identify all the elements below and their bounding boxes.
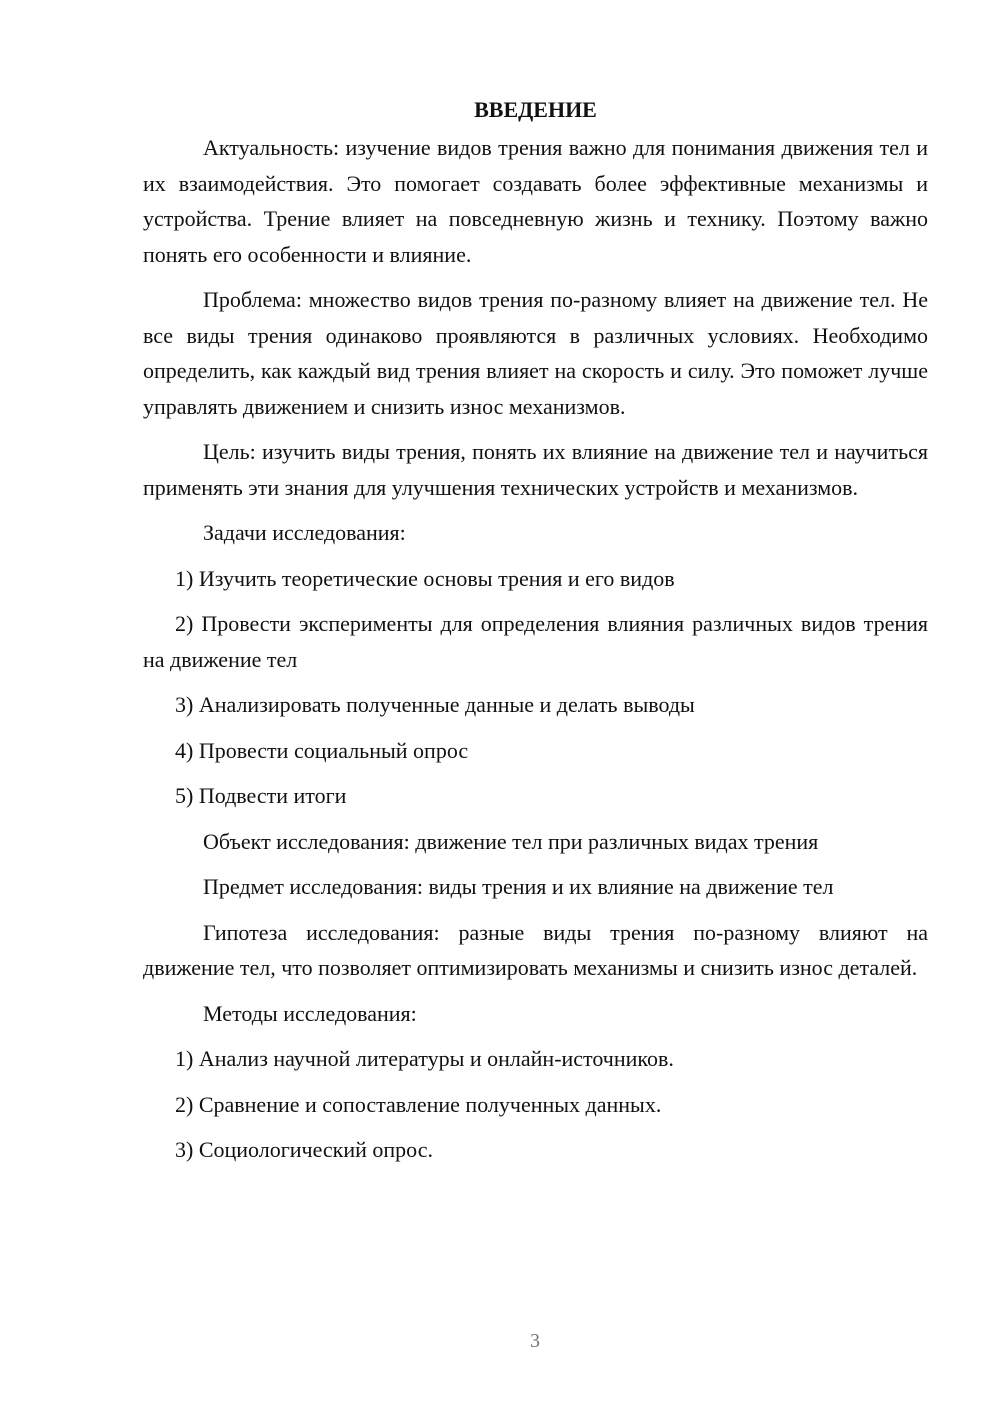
task-item: 1) Изучить теоретические основы трения и его видов [175,565,675,591]
tasks-label: Задачи исследования: [203,520,406,545]
section-heading: ВВЕДЕНИЕ [474,97,597,122]
method-item: 1) Анализ научной литературы и онлайн-источников. [175,1046,674,1071]
paragraph-subject: Предмет исследования: виды трения и их влияние на движение тел [203,874,834,899]
task-item: 5) Подвести итоги [175,783,347,808]
task-item: 2) Провести эксперименты для определения влияния различных видов трения на движение тел [143,611,928,672]
task-item: 4) Провести социальный опрос [175,737,469,763]
paragraph-hypothesis: Гипотеза исследования: разные виды трения по-разному влияют на движение тел, что позволяет оптимизировать механизмы и снизить износ деталей. [143,919,928,980]
task-item: 3) Анализировать полученные данные и делать выводы [175,692,695,717]
page-content [143,92,928,1178]
page-number: 3 [530,1330,540,1352]
paragraph-object: Объект исследования: движение тел при различных видах трения [203,828,819,854]
paragraph-relevance: Актуальность: изучение видов трения важно для понимания движения тел и их взаимодействия. Это помогает создавать более эффективные механизмы и устройства. Трение влияет на повседневную жизнь и технику. Поэтому важно понять его особенности и влияние. [143,135,928,267]
method-item: 3) Социологический опрос. [175,1137,433,1162]
paragraph-goal: Цель: изучить виды трения, понять их влияние на движение тел и научиться применять эти знания для улучшения технических устройств и механизмов. [143,439,928,500]
methods-label: Методы исследования: [203,1000,417,1026]
method-item: 2) Сравнение и сопоставление полученных данных. [175,1091,662,1117]
paragraph-problem: Проблема: множество видов трения по-разному влияет на движение тел. Не все виды трения одинаково проявляются в различных условиях. Необходимо определить, как каждый вид трения влияет на скорость и силу. Это поможет лучше управлять движением и снизить износ механизмов. [143,287,928,419]
